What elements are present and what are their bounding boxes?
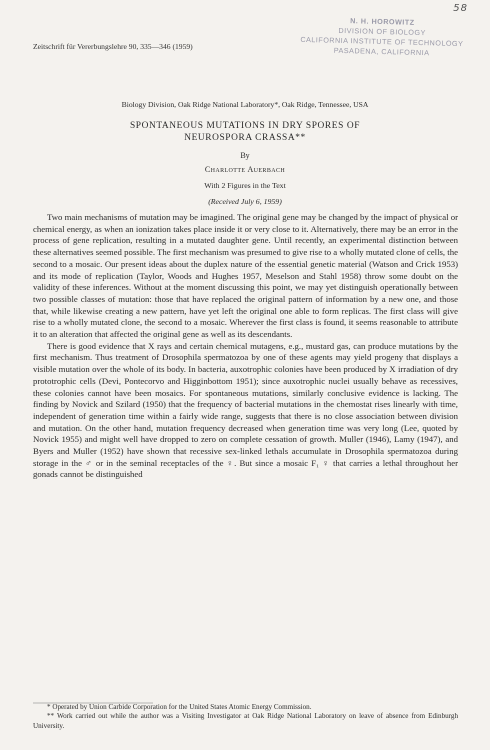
paragraph: Two main mechanisms of mutation may be imagined. The original gene may be changed by the impact of physical or chemical energy, as when an ionization takes place inside it or very close to it. Alternatively, there may be an error in the process of gene replication, resulting in a mutated daughter gene. Until recently, an experimental distinction between these alternatives seemed possible. The first mechanism was presumed to give rise to a wholly mutated clone of cells, the second to a mosaic. Our present ideas about the duplex nature of the essential genetic material (Watson and Crick 1953) and its mode of replication (Taylor, Woods and Hughes 1957, Meselson and Stahl 1958) throw some doubt on the validity of these inferences. Without at the moment discussing this point, we may yet distinguish operationally between two possible classes of mutation: those that have replaced the original pattern of information by a new one, and those that, while likewise creating a new pattern, have yet left the original one able to form replicas. The first class will give rise to a wholly mutated clone, the second to a mosaic. Wherever the first class is found, it seems reasonable to attribute it to an alteration that affected the original gene as well as its descendants.: [33, 212, 458, 340]
stamp-line: PASADENA, CALIFORNIA: [333, 45, 430, 58]
paragraph: There is good evidence that X rays and certain chemical mutagens, e.g., mustard gas, can produce mutations by the first mechanism. Thus treatment of Drosophila spermatozoa by one of these agents may yield progeny that displays a visible mutation over the whole of its body. In bacteria, auxotrophic colonies have been produced by X irradiation of dry prototrophic cells (Devi, Pontecorvo and Higginbottom 1951); since auxotrophic nuclei usually behave as recessives, these colonies cannot have been mosaics. For spontaneous mutations, similarly conclusive evidence is lacking. The finding by Novick and Szilard (1950) that the frequency of bacterial mutations in the chemostat rises linearly with time, independent of generation time within a fairly wide range, suggests that there is no close association between division and mutation. On the other hand, mutation frequency decreased when generation time was very long (Lee, quoted by Novick 1955) and might well have dropped to zero on complete cessation of growth. Muller (1946), Lamy (1947), and Byers and Muller (1952) have shown that recessive sex-linked lethals accumulate in Drosophila spermatozoa during storage in the ♂ or in the seminal receptacles of the ♀. But since a mosaic F₁ ♀ that carries a lethal throughout her gonads cannot be distinguished: [33, 340, 458, 480]
footnote: * Operated by Union Carbide Corporation for the United States Atomic Energy Commission.: [47, 703, 312, 711]
title-line: SPONTANEOUS MUTATIONS IN DRY SPORES OF: [129, 121, 361, 131]
journal-reference: Zeitschrift für Vererbungslehre 90, 335—346 (1959): [33, 42, 193, 51]
by-label: By: [240, 151, 250, 160]
figures-note: With 2 Figures in the Text: [204, 181, 286, 190]
footnotes: [33, 703, 458, 731]
stamp-line: N. H. HOROWITZ: [350, 16, 415, 27]
footnote: ** Work carried out while the author was a Visiting Investigator at Oak Ridge National Laboratory on leave of absence from Edinburgh University.: [33, 712, 458, 730]
stamp-line: CALIFORNIA INSTITUTE OF TECHNOLOGY: [300, 34, 464, 49]
paper-title: [0, 121, 490, 144]
received-date: (Received July 6, 1959): [208, 197, 282, 206]
stamp-line: DIVISION OF BIOLOGY: [338, 25, 426, 38]
title-line: NEUROSPORA CRASSA**: [184, 132, 306, 143]
author-name: Charlotte Auerbach: [204, 165, 286, 174]
handwritten-note: 58: [453, 3, 468, 14]
body-text: [33, 212, 458, 481]
library-stamp: [282, 14, 483, 59]
affiliation: Biology Division, Oak Ridge National Laboratory*, Oak Ridge, Tennessee, USA: [121, 100, 369, 109]
